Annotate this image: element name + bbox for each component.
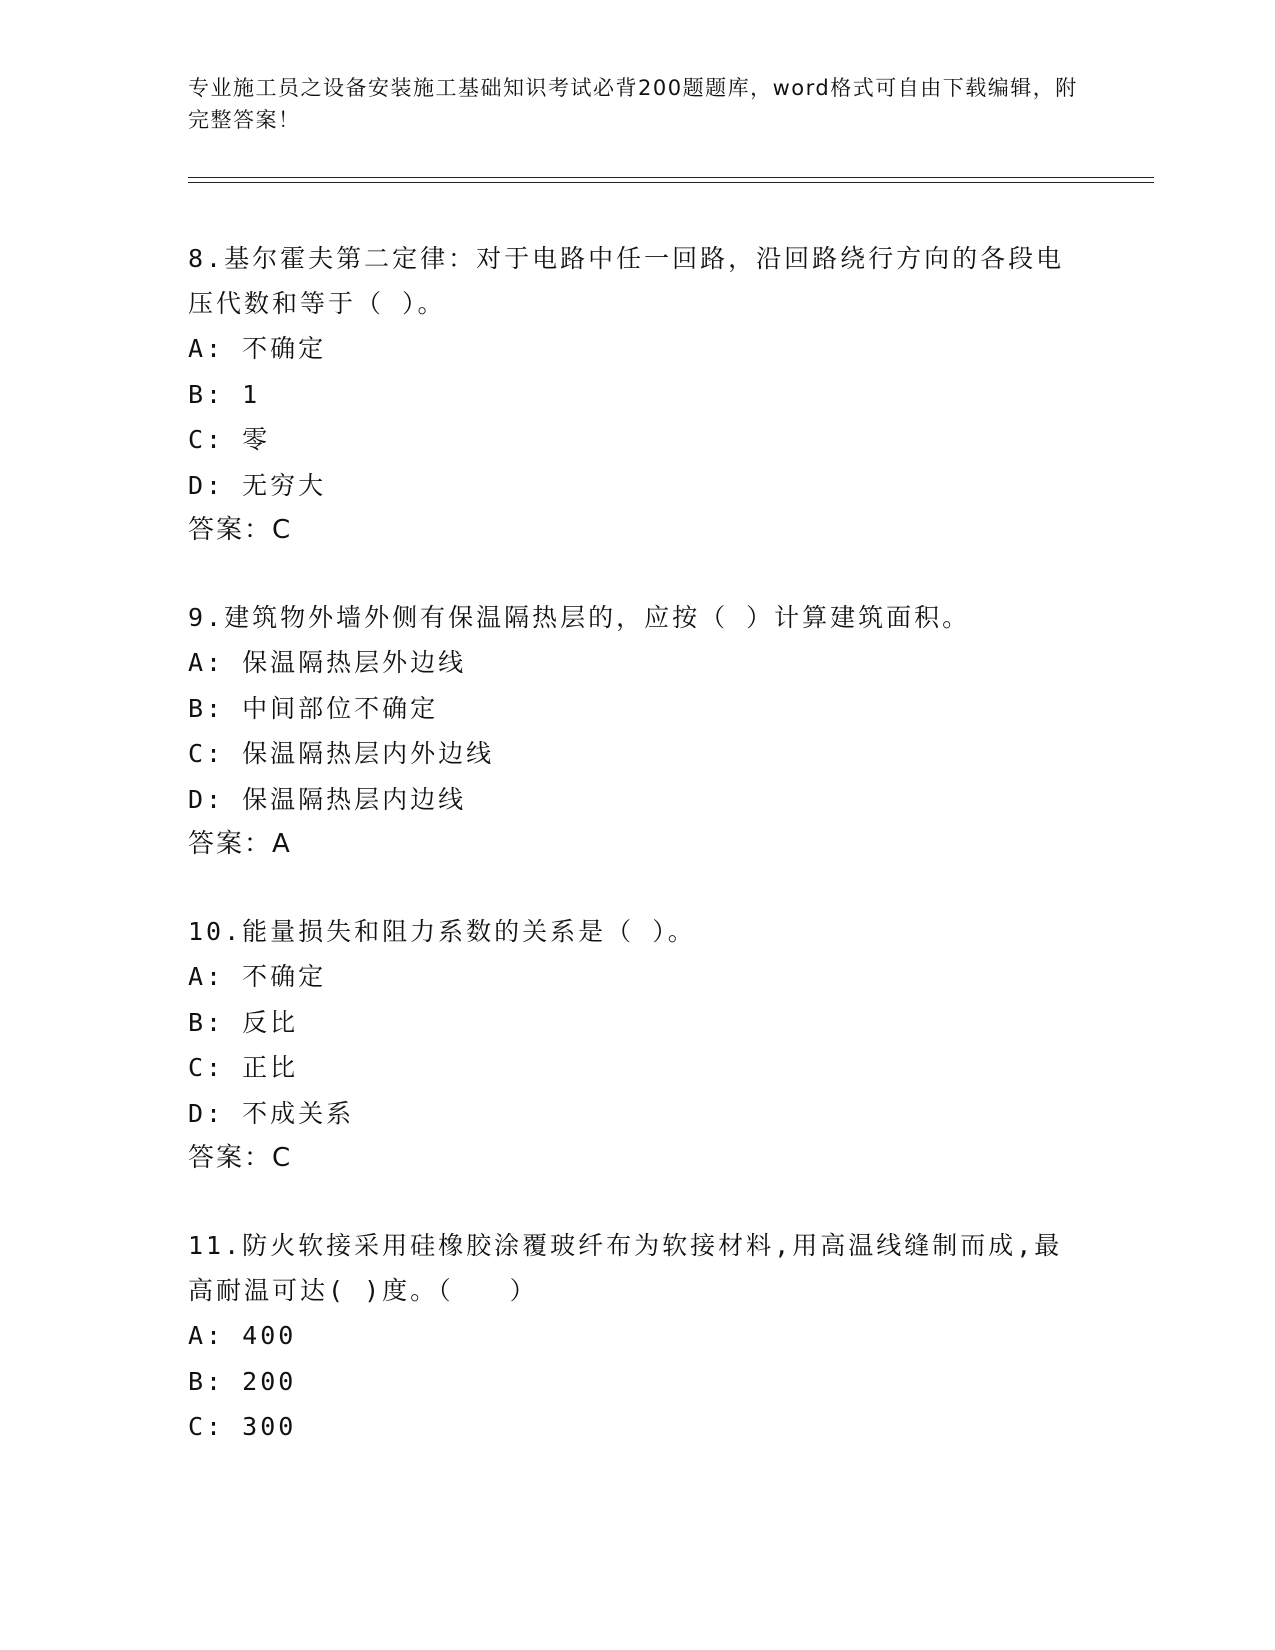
question-9	[188, 595, 1088, 867]
question-stem: 11.防火软接采用硅橡胶涂覆玻纤布为软接材料,用高温线缝制而成,最高耐温可达( )度。（ ）	[188, 1231, 1063, 1305]
option-a: A: 保温隔热层外边线	[188, 648, 467, 677]
header-title: 专业施工员之设备安装施工基础知识考试必背200题题库，word格式可自由下载编辑，附完整答案！	[188, 76, 1078, 132]
question-stem: 9.建筑物外墙外侧有保温隔热层的，应按（ ）计算建筑面积。	[188, 603, 971, 632]
option-c: C: 保温隔热层内外边线	[188, 739, 495, 768]
option-a: A: 400	[188, 1321, 297, 1350]
answer-label: 答案：A	[188, 829, 292, 859]
document-header	[188, 72, 1088, 136]
answer-label: 答案：C	[188, 1143, 293, 1173]
question-10	[188, 909, 1088, 1181]
header-divider-bottom	[188, 182, 1154, 183]
question-stem: 10.能量损失和阻力系数的关系是（ ）。	[188, 917, 696, 946]
option-a: A: 不确定	[188, 962, 327, 991]
question-list	[188, 236, 1088, 1492]
option-d: D: 保温隔热层内边线	[188, 784, 467, 814]
option-b: B: 1	[188, 379, 261, 409]
option-b: B: 反比	[188, 1007, 299, 1037]
header-divider-top	[188, 177, 1154, 178]
option-c: C: 正比	[188, 1053, 299, 1082]
option-c: C: 零	[188, 425, 271, 454]
question-8	[188, 236, 1088, 553]
question-11	[188, 1223, 1088, 1450]
option-b: B: 200	[188, 1366, 297, 1396]
answer-label: 答案：C	[188, 515, 293, 545]
option-a: A: 不确定	[188, 334, 327, 363]
option-d: D: 无穷大	[188, 470, 327, 500]
option-c: C: 300	[188, 1412, 297, 1441]
option-d: D: 不成关系	[188, 1098, 355, 1128]
question-stem: 8.基尔霍夫第二定律：对于电路中任一回路，沿回路绕行方向的各段电压代数和等于（ ）。	[188, 244, 1065, 318]
option-b: B: 中间部位不确定	[188, 693, 439, 723]
